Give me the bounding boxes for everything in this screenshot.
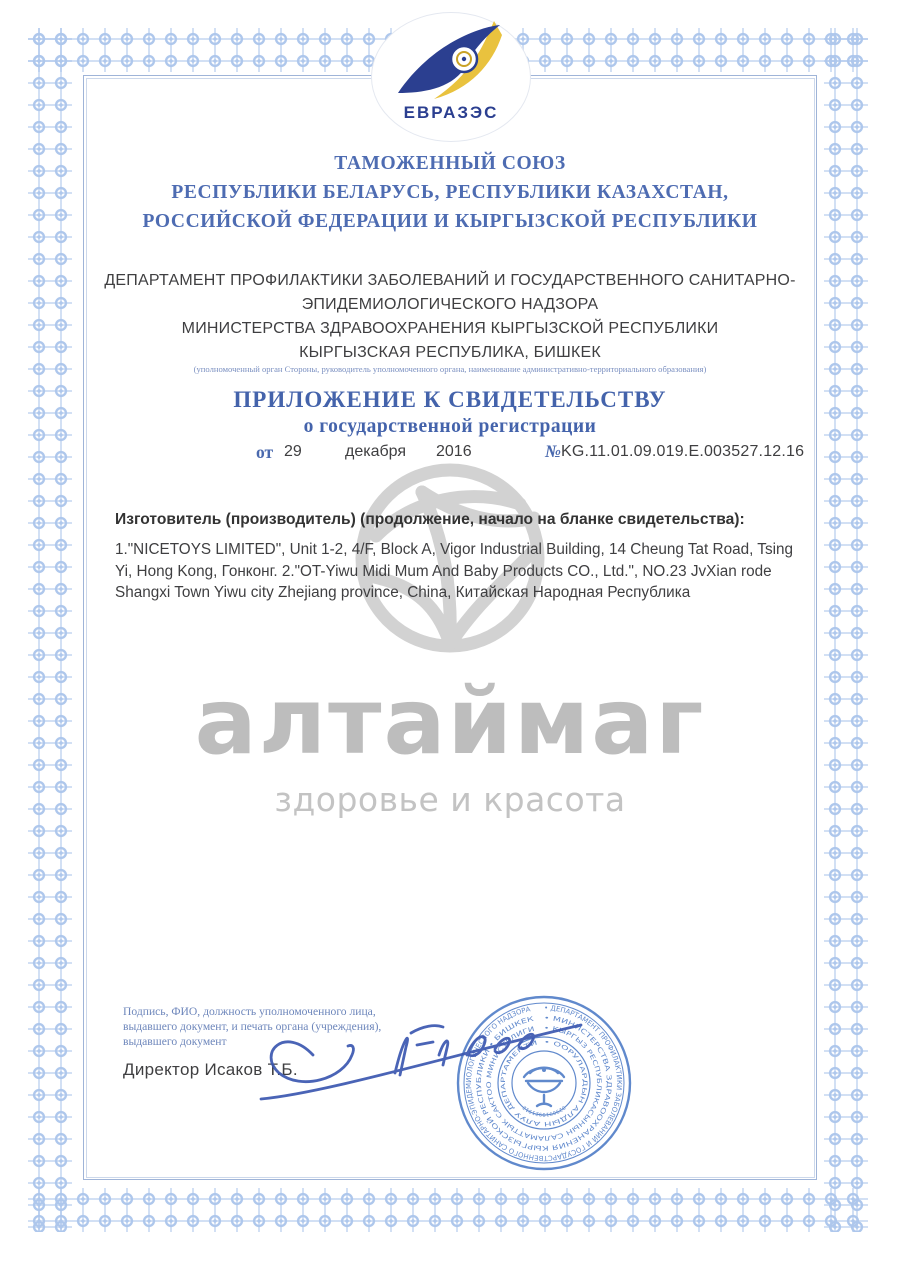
- ornamental-border-left: [28, 28, 72, 1232]
- watermark-tagline: здоровье и красота: [274, 780, 626, 819]
- stamp-ring2-text: • МИНИСТЕРСТВА ЗДРАВООХРАНЕНИЯ КЫРГЫЗСКОЙ РЕСПУБЛИКИ • БИШКЕК: [474, 1013, 614, 1153]
- issue-from-label: от: [256, 442, 274, 462]
- issuer-line: МИНИСТЕРСТВА ЗДРАВООХРАНЕНИЯ КЫРГЫЗСКОЙ РЕСПУБЛИКИ: [181, 320, 719, 337]
- doc-title-line1: ПРИЛОЖЕНИЕ К СВИДЕТЕЛЬСТВУ: [233, 387, 667, 412]
- eurasec-logo-label: ЕВРАЗЭС: [403, 103, 499, 122]
- doc-title-line2: о государственной регистрации: [303, 416, 597, 437]
- stamp-ring1-text: • ДЕПАРТАМЕНТ ПРОФИЛАКТИКИ ЗАБОЛЕВАНИЙ И ГОСУДАРСТВЕННОГО САНИТАРНО-ЭПИДЕМИОЛОГИЧЕСКОГО НАДЗОРА: [464, 1003, 624, 1163]
- stamp-code: 0290919921912: [521, 1103, 567, 1118]
- signature-caption-line: выдавшего документ: [123, 1035, 227, 1048]
- issue-year: 2016: [436, 443, 472, 460]
- watermark-brand: алтаймаг: [194, 668, 706, 775]
- union-header-line: РОССИЙСКОЙ ФЕДЕРАЦИИ И КЫРГЫЗСКОЙ РЕСПУБЛИКИ: [142, 211, 758, 232]
- union-header: [85, 149, 815, 236]
- signature-scribble-icon: [255, 1013, 585, 1113]
- signature-caption-line: Подпись, ФИО, должность уполномоченного лица,: [123, 1005, 376, 1018]
- signer-name: Директор Исаков Т.Б.: [123, 1060, 298, 1079]
- eurasec-logo: [371, 12, 531, 142]
- manufacturer-label: Изготовитель (производитель) (продолжение, начало на бланке свидетельства):: [115, 511, 745, 528]
- issuer-block: [85, 269, 815, 365]
- stamp-ring3-text: • КЫРГЫЗ РЕСПУБЛИКАСЫНЫН САЛАМАТТЫК САКТОО МИНИСТРЛИГИ: [484, 1023, 604, 1143]
- eurasec-emblem-icon: [376, 13, 526, 109]
- ornamental-border-right: [824, 28, 868, 1232]
- issue-month: декабря: [345, 443, 407, 460]
- stamp-ring4-text: • ООРУЛАРДЫН АЛДЫН АЛУУ ДЕПАРТАМЕНТИ: [499, 1038, 588, 1128]
- union-header-line: РЕСПУБЛИКИ БЕЛАРУСЬ, РЕСПУБЛИКИ КАЗАХСТАН,: [171, 182, 729, 203]
- issuer-caption: (уполномоченный орган Стороны, руководитель уполномоченного органа, наименование административно-территориального образования): [193, 364, 707, 374]
- signature-caption-line: выдавшего документ, и печать органа (учреждения),: [123, 1020, 382, 1033]
- manufacturer-text: 1."NICETOYS LIMITED", Unit 1-2, 4/F, Block A, Vigor Industrial Building, 14 Cheung Tat Road, Tsing Yi, Hong Kong, Гонконг. 2."OT-Yiwu Midi Mum And Baby Products CO., Ltd.", NO.23 JvXian rode Shangxi Town Yiwu city Zhejiang province, China, Китайская Народная Республика: [115, 541, 794, 601]
- issuer-line: ДЕПАРТАМЕНТ ПРОФИЛАКТИКИ ЗАБОЛЕВАНИЙ И ГОСУДАРСТВЕННОГО САНИТАРНО-: [104, 272, 796, 289]
- issue-day: 29: [284, 443, 302, 460]
- issuer-line: ЭПИДЕМИОЛОГИЧЕСКОГО НАДЗОРА: [301, 296, 599, 313]
- ornamental-border-bottom: [28, 1188, 868, 1232]
- union-header-line: ТАМОЖЕННЫЙ СОЮЗ: [334, 153, 566, 174]
- issuer-line: КЫРГЫЗСКАЯ РЕСПУБЛИКА, БИШКЕК: [299, 344, 601, 361]
- issue-number: KG.11.01.09.019.E.003527.12.16: [561, 443, 805, 460]
- issue-no-label: №: [545, 441, 562, 461]
